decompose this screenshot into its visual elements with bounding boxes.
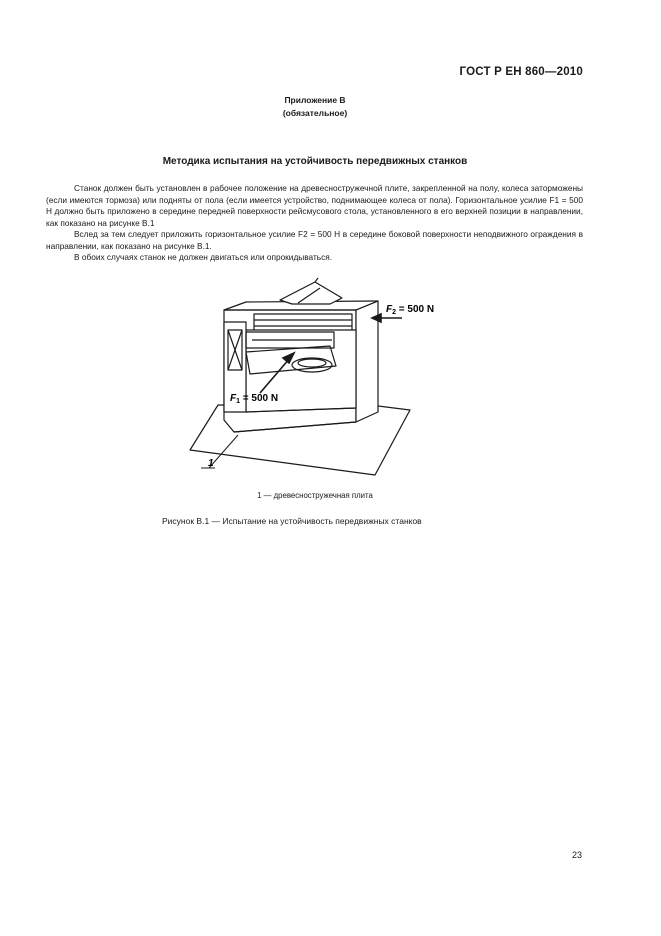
force-f2-label xyxy=(386,304,434,316)
figure-caption: Рисунок В.1 — Испытание на устойчивость передвижных станков xyxy=(162,516,422,526)
force-f2-subscript: 2 xyxy=(392,309,397,316)
page-number: 23 xyxy=(571,850,582,860)
force-f1-subscript: 1 xyxy=(236,398,241,405)
force-f2-symbol: F xyxy=(386,304,393,315)
standard-code: ГОСТ Р ЕН 860—2010 xyxy=(459,66,583,78)
force-f1-symbol: F xyxy=(230,393,237,404)
figure-machine-stability-test xyxy=(180,270,440,485)
force-f2-value: = 500 N xyxy=(396,304,435,315)
body-text xyxy=(46,183,583,264)
callout-number: 1 xyxy=(208,458,214,469)
force-f2-arrow xyxy=(372,314,402,322)
paragraph-2: Вслед за тем следует приложить горизонтальное усилие F2 = 500 Н в середине боковой поверхности неподвижного ограждения в направлении, как показано на рисунке В.1. xyxy=(46,229,583,251)
paragraph-1: Станок должен быть установлен в рабочее положение на древесностружечной плите, закрепленной на полу, колеса заторможены (если имеются тормоза) или подняты от пола (если имеется устройство, поднимающее колеса от пола). Горизонтальное усилие F1 = 500 Н должно быть приложено в середине передней поверхности рейсмусового стола, установленного в его верхней позиции в направлении, как показано на рисунке В.1 xyxy=(46,183,583,228)
annex-status: (обязательное) xyxy=(282,108,348,118)
section-heading: Методика испытания на устойчивость передвижных станков xyxy=(162,156,468,167)
annex-title: Приложение В xyxy=(284,95,346,105)
paragraph-3: В обоих случаях станок не должен двигаться или опрокидываться. xyxy=(74,252,333,262)
dust-hood xyxy=(280,282,342,304)
force-f1-value: = 500 N xyxy=(240,393,279,404)
figure-legend: 1 — древесностружечная плита xyxy=(257,491,373,500)
machine-drawing xyxy=(180,270,440,485)
